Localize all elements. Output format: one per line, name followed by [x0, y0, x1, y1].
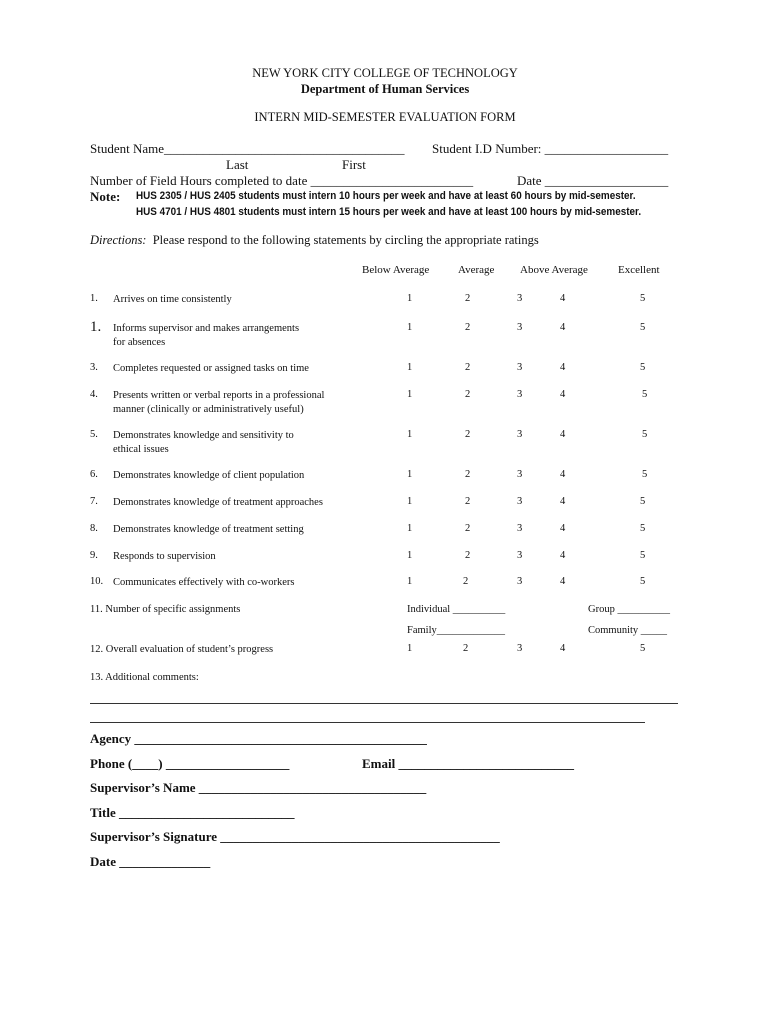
- item-text-cont: manner (clinically or administratively useful): [113, 404, 304, 415]
- item-13-label: 13. Additional comments:: [90, 672, 199, 683]
- note-label: Note:: [90, 189, 121, 204]
- rating-option[interactable]: 1: [407, 293, 413, 304]
- supervisor-signature-field[interactable]: Supervisor’s Signature ___________________________________________: [90, 829, 500, 844]
- student-id-field[interactable]: Student I.D Number: ___________________: [432, 141, 669, 156]
- item-text: Presents written or verbal reports in a professional: [113, 390, 325, 401]
- item-11-label: 11. Number of specific assignments: [90, 604, 241, 615]
- rating-option[interactable]: 3: [517, 643, 523, 654]
- rating-option[interactable]: 2: [465, 389, 471, 400]
- rating-option[interactable]: 2: [465, 496, 471, 507]
- rating-option[interactable]: 1: [407, 322, 413, 333]
- group-assignments-field[interactable]: Group __________: [588, 604, 670, 615]
- rating-option[interactable]: 4: [560, 576, 566, 587]
- rating-option[interactable]: 2: [463, 576, 469, 587]
- community-assignments-field[interactable]: Community _____: [588, 625, 668, 636]
- field-hours-field[interactable]: Number of Field Hours completed to date _________________________: [90, 173, 474, 188]
- rating-option[interactable]: 3: [517, 429, 523, 440]
- rating-option[interactable]: 1: [407, 496, 413, 507]
- rating-option[interactable]: 1: [407, 523, 413, 534]
- department-name: Department of Human Services: [300, 82, 470, 96]
- item-text: Arrives on time consistently: [113, 294, 232, 305]
- rating-option[interactable]: 4: [560, 496, 566, 507]
- note-line-2: HUS 4701 / HUS 4801 students must intern 15 hours per week and have at least 100 hours by mid-semester.: [136, 206, 642, 218]
- phone-field[interactable]: Phone (____) ___________________: [90, 756, 290, 771]
- item-text: Demonstrates knowledge of treatment approaches: [113, 497, 323, 508]
- item-number: 5.: [90, 429, 98, 440]
- rating-option[interactable]: 5: [642, 469, 648, 480]
- rating-option[interactable]: 1: [407, 576, 413, 587]
- item-number: 9.: [90, 550, 98, 561]
- rating-option[interactable]: 4: [560, 389, 566, 400]
- first-name-label: First: [342, 157, 366, 172]
- rating-option[interactable]: 4: [560, 322, 566, 333]
- title-field[interactable]: Title ___________________________: [90, 805, 295, 820]
- rating-option[interactable]: 2: [465, 322, 471, 333]
- item-text: Informs supervisor and makes arrangements: [113, 323, 300, 334]
- family-assignments-field[interactable]: Family_____________: [407, 625, 506, 636]
- item-text: Demonstrates knowledge and sensitivity to: [113, 430, 294, 441]
- rating-option[interactable]: 4: [560, 523, 566, 534]
- rating-option[interactable]: 4: [560, 293, 566, 304]
- item-number: 8.: [90, 523, 98, 534]
- comments-line-2[interactable]: [90, 722, 645, 723]
- item-text-cont: for absences: [113, 337, 166, 348]
- comments-line-1[interactable]: [90, 703, 678, 704]
- rating-option[interactable]: 3: [517, 362, 523, 373]
- last-name-label: Last: [226, 157, 249, 172]
- rating-option[interactable]: 4: [560, 469, 566, 480]
- item-number: 1.: [90, 319, 102, 335]
- rating-option[interactable]: 5: [640, 496, 646, 507]
- col-average: Average: [458, 264, 495, 276]
- supervisor-name-field[interactable]: Supervisor’s Name ___________________________________: [90, 780, 427, 795]
- rating-option[interactable]: 2: [465, 362, 471, 373]
- directions-label: Directions:: [90, 233, 147, 247]
- rating-option[interactable]: 3: [517, 322, 523, 333]
- rating-option[interactable]: 2: [463, 643, 469, 654]
- form-title: INTERN MID-SEMESTER EVALUATION FORM: [254, 110, 516, 124]
- rating-option[interactable]: 4: [560, 429, 566, 440]
- rating-option[interactable]: 2: [465, 550, 471, 561]
- rating-option[interactable]: 1: [407, 643, 413, 654]
- item-12-label: 12. Overall evaluation of student’s progress: [90, 644, 274, 655]
- footer-date-field[interactable]: Date ______________: [90, 854, 211, 869]
- rating-option[interactable]: 3: [517, 496, 523, 507]
- directions-text: Please respond to the following statements by circling the appropriate ratings: [152, 233, 539, 247]
- rating-option[interactable]: 3: [517, 469, 523, 480]
- item-text: Responds to supervision: [113, 551, 216, 562]
- rating-option[interactable]: 2: [465, 469, 471, 480]
- student-name-field[interactable]: Student Name_____________________________________: [90, 141, 405, 156]
- item-text: Completes requested or assigned tasks on time: [113, 363, 309, 374]
- rating-option[interactable]: 3: [517, 389, 523, 400]
- rating-option[interactable]: 5: [640, 293, 646, 304]
- note-line-1: HUS 2305 / HUS 2405 students must intern 10 hours per week and have at least 60 hours by mid-semester.: [136, 190, 636, 202]
- rating-option[interactable]: 5: [640, 362, 646, 373]
- rating-option[interactable]: 5: [642, 389, 648, 400]
- col-excellent: Excellent: [618, 264, 660, 276]
- rating-option[interactable]: 4: [560, 550, 566, 561]
- rating-option[interactable]: 1: [407, 389, 413, 400]
- rating-option[interactable]: 5: [640, 576, 646, 587]
- item-number: 10.: [90, 576, 104, 587]
- item-text: Demonstrates knowledge of treatment setting: [113, 524, 304, 535]
- rating-option[interactable]: 4: [560, 362, 566, 373]
- college-name: NEW YORK CITY COLLEGE OF TECHNOLOGY: [252, 66, 518, 80]
- rating-option[interactable]: 4: [560, 643, 566, 654]
- item-text: Communicates effectively with co-workers: [113, 577, 295, 588]
- individual-assignments-field[interactable]: Individual __________: [407, 604, 506, 615]
- rating-option[interactable]: 5: [642, 429, 648, 440]
- rating-option[interactable]: 3: [517, 550, 523, 561]
- rating-option[interactable]: 5: [640, 322, 646, 333]
- rating-option[interactable]: 5: [640, 523, 646, 534]
- rating-option[interactable]: 2: [465, 523, 471, 534]
- date-field[interactable]: Date ___________________: [517, 173, 669, 188]
- item-text-cont: ethical issues: [113, 444, 169, 455]
- item-number: 3.: [90, 362, 98, 373]
- rating-option[interactable]: 3: [517, 576, 523, 587]
- rating-option[interactable]: 1: [407, 362, 413, 373]
- item-number: 6.: [90, 469, 98, 480]
- rating-option[interactable]: 2: [465, 293, 471, 304]
- item-number: 7.: [90, 496, 98, 507]
- item-text: Demonstrates knowledge of client population: [113, 470, 305, 481]
- email-field[interactable]: Email ___________________________: [362, 756, 574, 771]
- rating-option[interactable]: 1: [407, 429, 413, 440]
- item-number: 4.: [90, 389, 98, 400]
- col-below-average: Below Average: [362, 264, 430, 276]
- directions: [90, 233, 539, 248]
- agency-field[interactable]: Agency _____________________________________________: [90, 731, 427, 746]
- item-number: 1.: [90, 293, 98, 304]
- rating-option[interactable]: 5: [640, 550, 646, 561]
- rating-option[interactable]: 1: [407, 469, 413, 480]
- rating-option[interactable]: 1: [407, 550, 413, 561]
- col-above-average: Above Average: [520, 264, 588, 276]
- rating-option[interactable]: 5: [640, 643, 646, 654]
- rating-option[interactable]: 2: [465, 429, 471, 440]
- rating-option[interactable]: 3: [517, 523, 523, 534]
- rating-option[interactable]: 3: [517, 293, 523, 304]
